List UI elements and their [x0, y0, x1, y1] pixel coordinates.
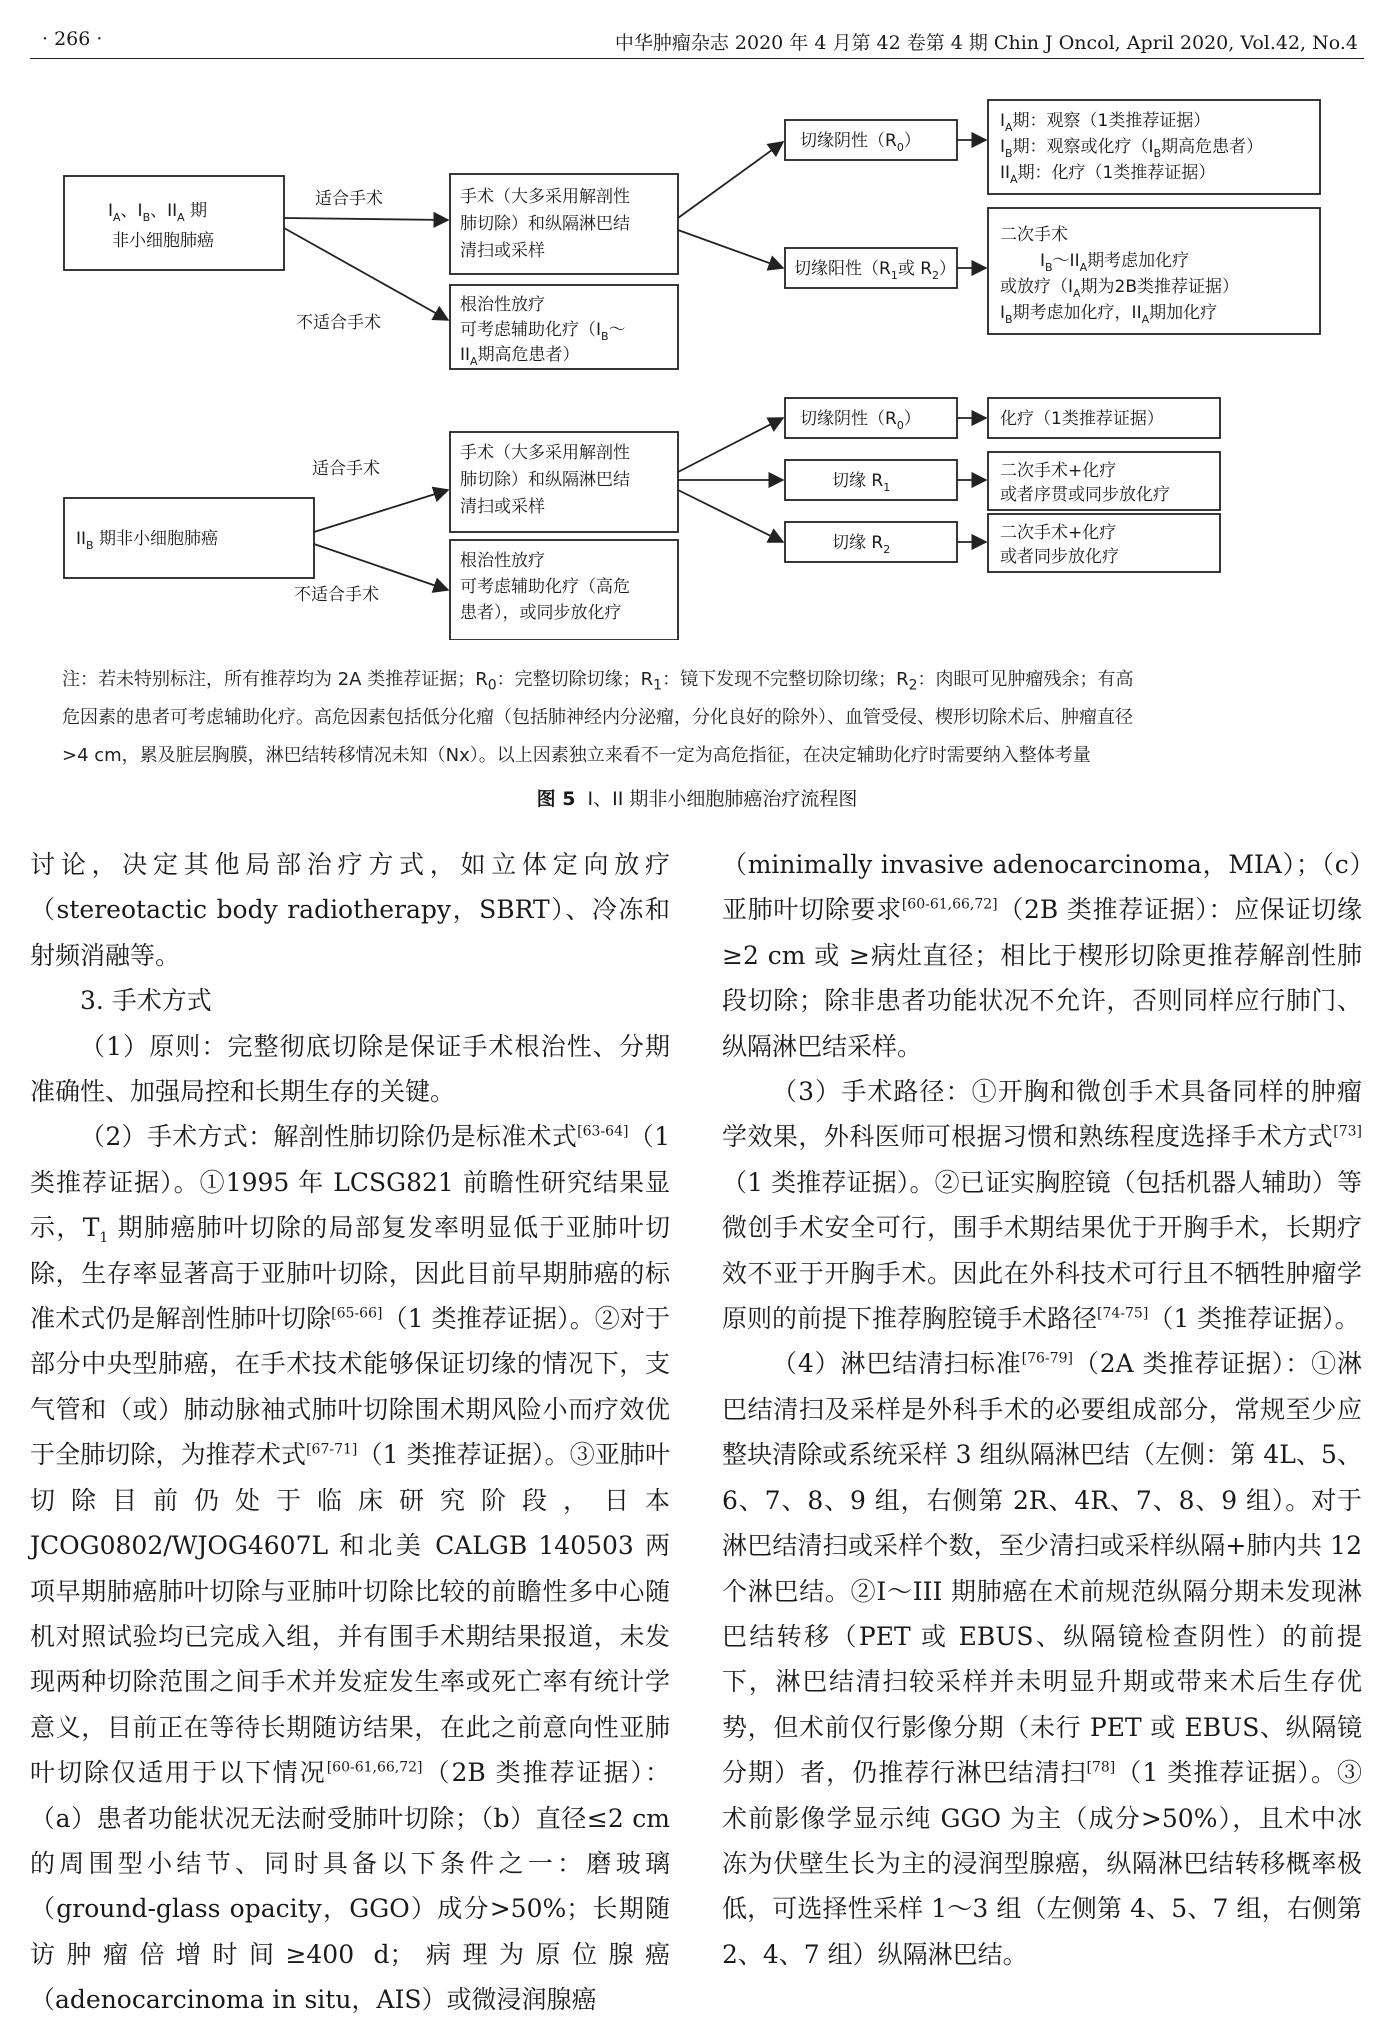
a-surgery-line2: 肺切除）和纵隔淋巴结: [460, 214, 630, 234]
right-paragraph-approach: （3）手术路径：①开胸和微创手术具备同样的肿瘤学效果，外科医师可根据习惯和熟练程度选择手术方式[73]（1 类推荐证据）。②已证实胸腔镜（包括机器人辅助）等微创手术安全可行，围手术期结果优于开胸手术，长期疗效不亚于开胸手术。因此在外科技术可行且不牺牲肿瘤学原则的前提下推荐胸腔镜手术路径[74-75]（1 类推荐证据）。: [722, 1077, 1362, 1334]
a-pos-out-line1: 二次手术: [1000, 225, 1068, 245]
treatment-flowchart: [0, 80, 1394, 640]
b-surgery-line3: 清扫或采样: [460, 497, 545, 517]
b-r1-out-line1: 二次手术+化疗: [1000, 461, 1117, 481]
b-r2-out-line1: 二次手术+化疗: [1000, 523, 1117, 543]
a-start-line1: $I_A$、$I_B$、$II_A$ 期: [108, 201, 208, 224]
a-pos-out-line2: $I_B\sim II_A$期考虑加化疗: [1040, 251, 1190, 274]
b-fit-label: 适合手术: [312, 459, 380, 479]
arrow-a-fit: [284, 218, 448, 220]
left-paragraph-1: 讨论，决定其他局部治疗方式，如立体定向放疗（stereotactic body radiotherapy，SBRT）、冷冻和射频消融等。: [30, 850, 670, 970]
arrow-a-neg: [678, 142, 783, 218]
figure-caption: [0, 784, 1394, 811]
a-pos-out-line3: 或放疗（$I_A$期为2B类推荐证据）: [1000, 277, 1240, 300]
left-paragraph-principle: （1）原则：完整彻底切除是保证手术根治性、分期准确性、加强局控和长期生存的关键。: [30, 1031, 670, 1107]
b-surgery-line1: 手术（大多采用解剖性: [460, 443, 630, 463]
a-neg-out-line3: $II_A$期：化疗（1类推荐证据）: [1000, 163, 1216, 186]
b-start-label: $II_B$ 期非小细胞肺癌: [76, 529, 218, 552]
arrow-b-unfit: [314, 544, 448, 590]
b-r2-label: 切缘 $R_2$: [832, 533, 891, 556]
figure-number: 图 5: [536, 788, 576, 810]
figure-note-line3: >4 cm，累及脏层胸膜，淋巴结转移情况未知（Nx）。以上因素独立来看不一定为高危指征，在决定辅助化疗时需要纳入整体考量: [62, 745, 1091, 766]
a-surgery-line1: 手术（大多采用解剖性: [460, 187, 630, 207]
a-radio-line1: 根治性放疗: [460, 295, 545, 315]
journal-citation: 中华肿瘤杂志 2020 年 4 月第 42 卷第 4 期 Chin J Oncol, April 2020, Vol.42, No.4: [614, 32, 1358, 54]
b-surgery-line2: 肺切除）和纵隔淋巴结: [460, 470, 630, 490]
a-pos-out-line4: $I_B$期考虑加化疗，$II_A$期加化疗: [1000, 303, 1218, 326]
arrow-a-unfit: [284, 228, 448, 320]
figure-title: I、II 期非小细胞肺癌治疗流程图: [587, 788, 858, 810]
box-a-start: [64, 176, 284, 270]
a-fit-label: 适合手术: [315, 189, 383, 209]
a-pos-label: 切缘阳性（$R_1$或 $R_2$）: [794, 259, 957, 282]
figure-note-line2: 危因素的患者可考虑辅助化疗。高危因素包括低分化瘤（包括肺神经内分泌瘤，分化良好的除外）、血管受侵、楔形切除术后、肿瘤直径: [62, 707, 1133, 728]
a-neg-out-line2: $I_B$期：观察或化疗（$I_B$期高危患者）: [1000, 137, 1264, 160]
b-radio-line1: 根治性放疗: [460, 551, 545, 571]
b-radio-line2: 可考虑辅助化疗（高危: [460, 577, 630, 597]
a-neg-out-line1: $I_A$期：观察（1类推荐证据）: [1000, 111, 1211, 134]
page-number: · 266 ·: [42, 28, 103, 50]
figure-note-line1: 注：若未特别标注，所有推荐均为 2A 类推荐证据；$R_0$：完整切除切缘；$R_1$：镜下发现不完整切除切缘；$R_2$：肉眼可见肿瘤残余；有高: [62, 669, 1134, 694]
right-paragraph-1: （minimally invasive adenocarcinoma，MIA）；（c）亚肺叶切除要求[60-61,66,72]（2B 类推荐证据）：应保证切缘≥2 cm 或 ≥病灶直径；相比于楔形切除更推荐解剖性肺段切除；除非患者功能状况不允许，否则同样应行肺门、纵隔淋巴结采样。: [722, 850, 1362, 1061]
left-column: [30, 842, 670, 2023]
arrow-b-r2: [678, 490, 783, 542]
arrow-b-fit: [314, 490, 448, 532]
b-r1-out-line2: 或者序贯或同步放化疗: [1000, 485, 1170, 505]
running-header: [30, 22, 1364, 59]
b-r1-label: 切缘 $R_1$: [832, 471, 891, 494]
a-radio-line2: 可考虑辅助化疗（$I_B\sim$: [460, 320, 626, 343]
a-start-line2: 非小细胞肺癌: [112, 231, 214, 251]
arrow-a-pos: [678, 230, 783, 268]
a-neg-label: 切缘阴性$(R_0)$: [800, 131, 921, 154]
b-neg-out-label: 化疗（1类推荐证据）: [1000, 409, 1164, 429]
right-column: [722, 842, 1362, 1977]
a-surgery-line3: 清扫或采样: [460, 241, 545, 261]
left-paragraph-methods: （2）手术方式：解剖性肺切除仍是标准术式[63-64]（1 类推荐证据）。①1995 年 LCSG821 前瞻性研究结果显示，$T_1$ 期肺癌肺叶切除的局部复发率明显低于亚肺叶切除，生存率显著高于亚肺叶切除，因此目前早期肺癌的标准术式仍是解剖性肺叶切除[65-66]（1 类推荐证据）。②对于部分中央型肺癌，在手术技术能够保证切缘的情况下，支气管和（或）肺动脉袖式肺叶切除围术期风险小而疗效优于全肺切除，为推荐术式[67-71]（1 类推荐证据）。③亚肺叶切除目前仍处于临床研究阶段，日本 JCOG0802/WJOG4607L 和北美 CALGB 140503 两项早期肺癌肺叶切除与亚肺叶切除比较的前瞻性多中心随机对照试验均已完成入组，并有围手术期结果报道，未发现两种切除范围之间手术并发症发生率或死亡率有统计学意义，目前正在等待长期随访结果，在此之前意向性亚肺叶切除仅适用于以下情况[60-61,66,72]（2B 类推荐证据）：（a）患者功能状况无法耐受肺叶切除；（b）直径≤2 cm 的周围型小结节、同时具备以下条件之一：磨玻璃（ground-glass opacity，GGO）成分>50%；长期随访肿瘤倍增时间≥400 d；病理为原位腺癌（adenocarcinoma in situ，AIS）或微浸润腺癌: [30, 1122, 670, 2015]
b-r2-out-line2: 或者同步放化疗: [1000, 547, 1119, 567]
b-neg-label: 切缘阴性$(R_0)$: [800, 409, 921, 432]
b-radio-line3: 患者），或同步放化疗: [460, 603, 622, 623]
a-radio-line3: $II_A$期高危患者）: [460, 345, 580, 368]
right-paragraph-lymph: （4）淋巴结清扫标准[76-79]（2A 类推荐证据）：①淋巴结清扫及采样是外科手术的必要组成部分，常规至少应整块清除或系统采样 3 组纵隔淋巴结（左侧：第 4L、5、6、7、8、9 组，右侧第 2R、4R、7、8、9 组）。对于淋巴结清扫或采样个数，至少清扫或采样纵隔+肺内共 12 个淋巴结。②I～III 期肺癌在术前规范纵隔分期未发现淋巴结转移（PET 或 EBUS、纵隔镜检查阴性）的前提下，淋巴结清扫较采样并未明显升期或带来术后生存优势，但术前仅行影像分期（未行 PET 或 EBUS、纵隔镜分期）者，仍推荐行淋巴结清扫[78]（1 类推荐证据）。③术前影像学显示纯 GGO 为主（成分>50%），且术中冰冻为伏壁生长为主的浸润型腺癌，纵隔淋巴结转移概率极低，可选择性采样 1～3 组（左侧第 4、5、7 组，右侧第 2、4、7 组）纵隔淋巴结。: [722, 1349, 1362, 1969]
b-unfit-label: 不适合手术: [294, 585, 379, 605]
arrow-b-neg: [678, 418, 783, 472]
a-unfit-label: 不适合手术: [296, 313, 381, 333]
section-heading: 3. 手术方式: [80, 986, 212, 1016]
